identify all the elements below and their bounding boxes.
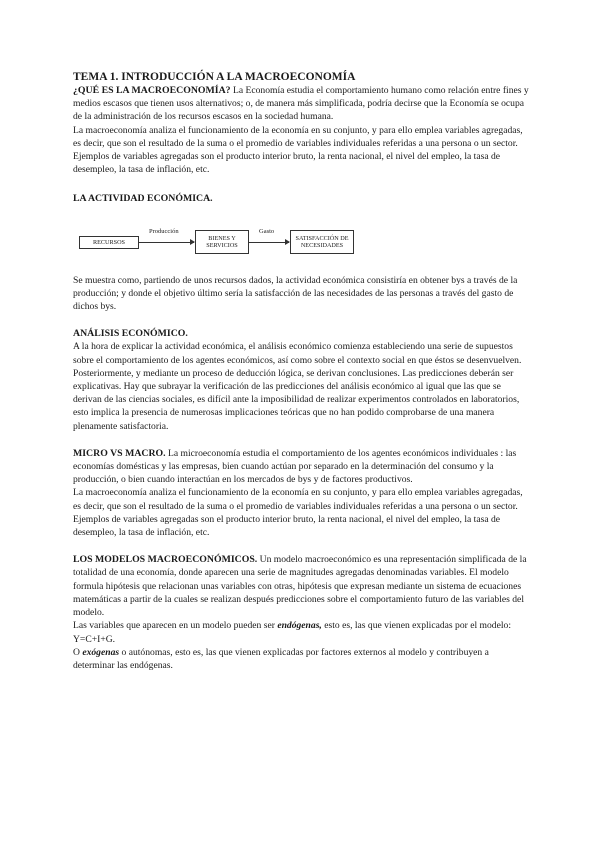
- arrow-label-produccion: Producción: [149, 227, 179, 235]
- paragraph-macro-def: La macroeconomía analiza el funcionamiento de la economía en su conjunto, y para ello emplea variables agregadas, es decir, que son el resultado de la suma o el promedio de variables individuales referidas a una persona o un sector. Ejemplos de variables agregadas son el producto interior bruto, la renta nacional, el nivel del empleo, la tasa de desempleo, la tasa de inflación, etc.: [73, 124, 523, 176]
- paragraph-analisis: A la hora de explicar la actividad económica, el análisis económico comienza estableciendo una serie de supuestos sobre el comportamiento de los agentes económicos, así como sobre el contexto social en que éstos se desenvuelven. Posteriormente, y mediante un proceso de deducción lógica, se derivan conclusiones. Las predicciones deberán ser explicativas. Hay que subrayar la verificación de las predicciones del análisis económico al igual que las que se derivan de las ciencias sociales, es difícil ante la imposibilidad de realizar experimentos controlados en laboratorios, esto implica la presencia de numerosas implicaciones teóricas que no han podido comprobarse de una manera plenamente satisfactoria.: [73, 341, 522, 432]
- paragraph-text: Un modelo macroeconómico es una representación simplificada de la totalidad de una economía, donde aparecen una serie de magnitudes agregadas denominadas variables. El modelo formula hipótesis que relacionan unas variables con otras, hipótesis que expresan mediante un sistema de ecuaciones matemáticas a partir de la cuales se realizan después predicciones sobre el comportamiento futuro de las variables del modelo.: [73, 554, 527, 619]
- arrow-icon: [249, 242, 289, 243]
- arrow-label-gasto: Gasto: [259, 227, 275, 235]
- section-modelos: [73, 553, 529, 619]
- section-que-es: [73, 84, 529, 124]
- section-heading: MICRO VS MACRO.: [73, 447, 166, 459]
- text-run: Las variables que aparecen en un modelo pueden ser: [73, 620, 278, 632]
- document-page: [73, 70, 529, 672]
- arrow-icon: [139, 242, 194, 243]
- section-heading: ¿QUÉ ES LA MACROECONOMÍA?: [73, 85, 231, 96]
- section-micro: [73, 447, 529, 487]
- section-heading: LOS MODELOS MACROECONÓMICOS.: [73, 554, 258, 566]
- diagram-box-bienes: BIENES Y SERVICIOS: [195, 230, 249, 254]
- paragraph-macro-def-2: La macroeconomía analiza el funcionamiento de la economía en su conjunto, y para ello emplea variables agregadas, es decir, que son el resultado de la suma o el promedio de variables individuales referidas a una persona o un sector. Ejemplos de variables agregadas son el producto interior bruto, la renta nacional, el nivel del empleo, la tasa de desempleo, la tasa de inflación, etc.: [73, 487, 523, 539]
- term-endogenas: endógenas,: [277, 620, 322, 632]
- diagram-box-satisfaccion: SATISFACCIÓN DE NECESIDADES: [290, 230, 354, 254]
- text-run: O: [73, 646, 83, 658]
- text-run: esto es, las que vienen explicadas por el modelo: Y=C+I+G.: [73, 620, 511, 645]
- paragraph-text: La Economía estudia el comportamiento humano como relación entre fines y medios escasos que tienen usos alternativos; o, de manera más simplificada, podría decirse que la Economía se ocupa de la administración de los recursos escasos en la sociedad humana.: [73, 85, 529, 123]
- paragraph-exogenas: [73, 646, 529, 672]
- section-heading-analisis: ANÁLISIS ECONÓMICO.: [73, 328, 188, 340]
- paragraph-endogenas: [73, 619, 529, 645]
- text-run: o autónomas, esto es, las que vienen explicadas por factores externos al modelo y contribuyen a determinar las endógenas.: [73, 646, 489, 671]
- term-exogenas: exógenas: [82, 646, 120, 658]
- paragraph-text: La microeconomía estudia el comportamiento de los agentes económicos individuales : las economías domésticas y las empresas, bien cuando actúan por separado en la determinación del consumo y la producción, o bien cuando interactúan en los mercados de bys y de factores productivos.: [73, 447, 517, 486]
- flow-diagram: [79, 222, 529, 262]
- document-title: TEMA 1. INTRODUCCIÓN A LA MACROECONOMÍA: [73, 71, 356, 83]
- diagram-box-recursos: RECURSOS: [79, 236, 139, 249]
- section-heading-actividad: LA ACTIVIDAD ECONÓMICA.: [73, 193, 213, 205]
- paragraph-actividad: Se muestra como, partiendo de unos recursos dados, la actividad económica consistiría en obtener bys a través de la producción; y donde el objetivo último sería la satisfacción de las necesidades de las personas a través del gasto de dichos bys.: [73, 274, 518, 313]
